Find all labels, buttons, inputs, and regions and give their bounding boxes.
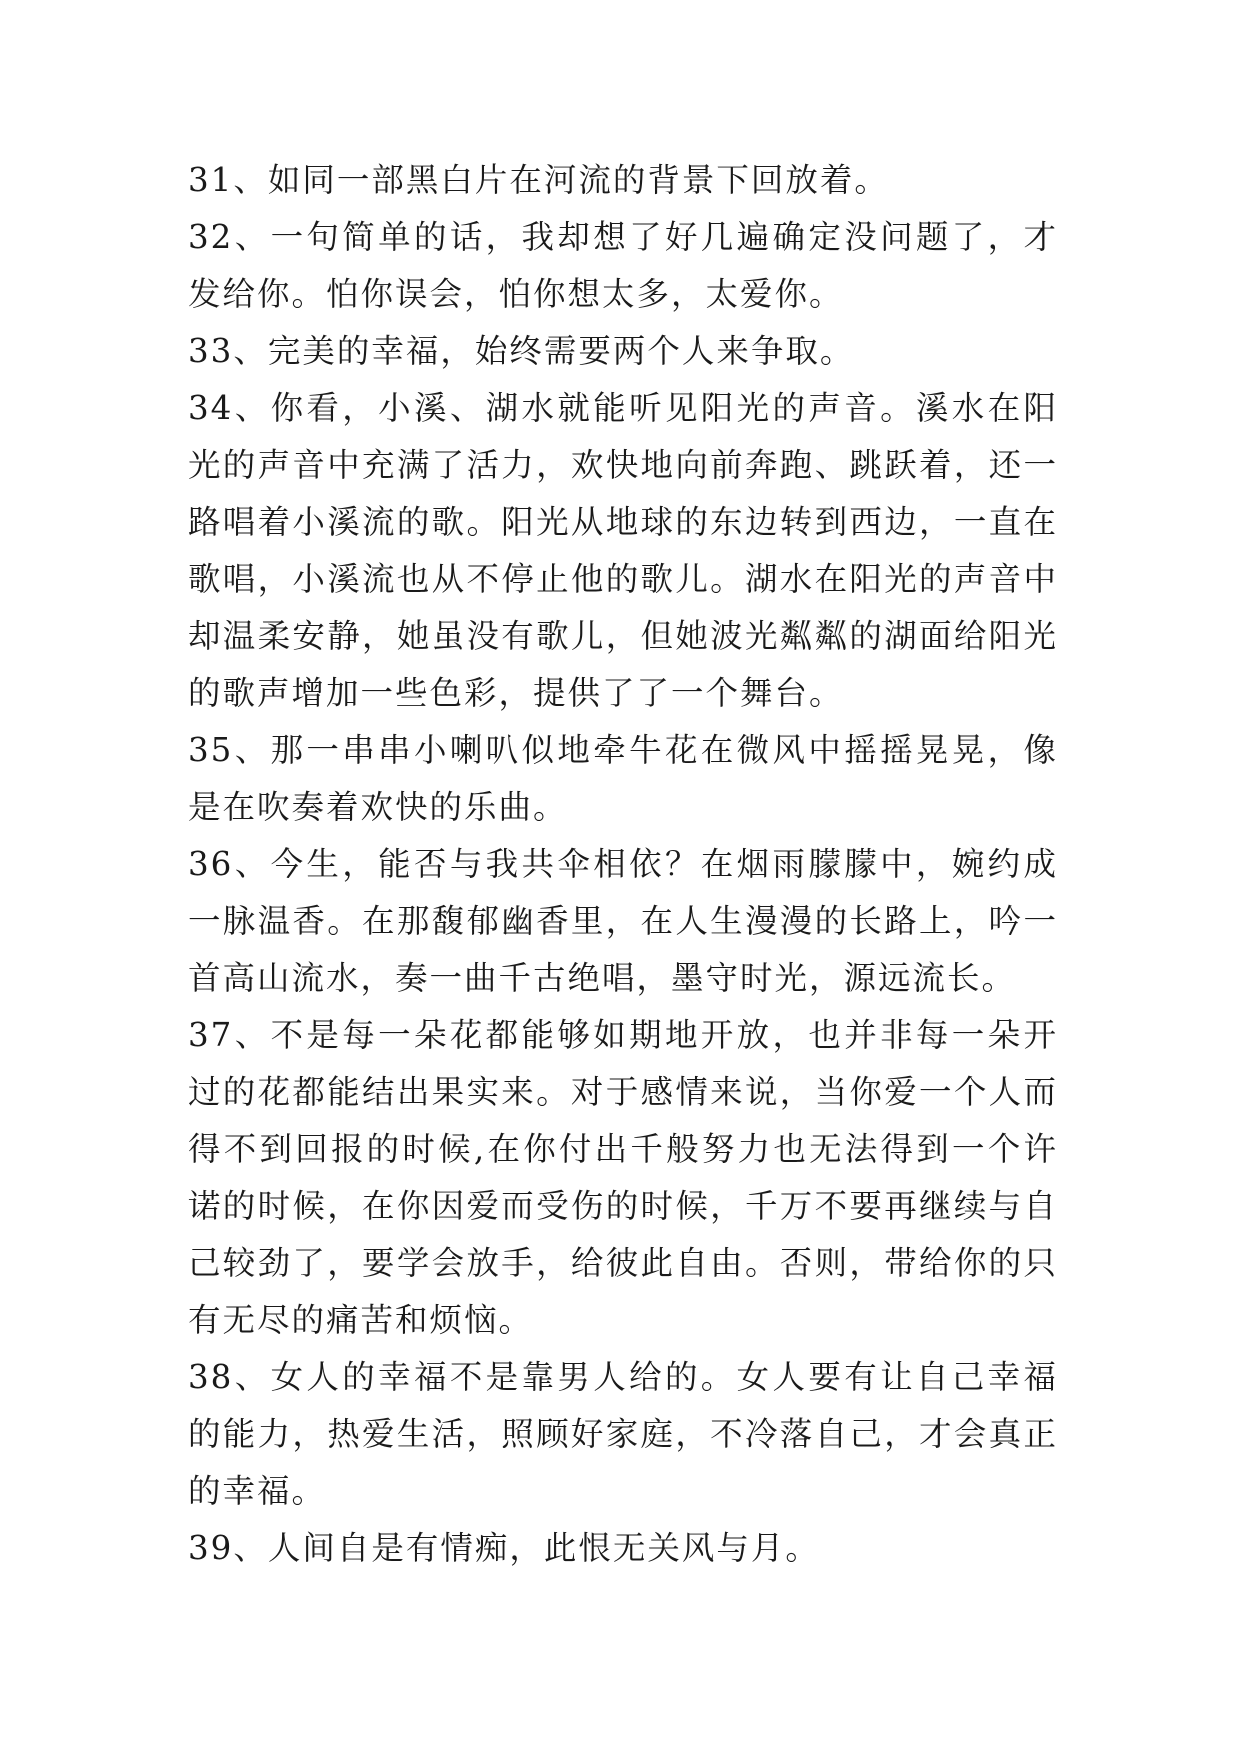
- paragraph-39: 39、人间自是有情痴，此恨无关风与月。: [188, 1529, 820, 1567]
- document-body: [188, 152, 1058, 1577]
- paragraph-36: 36、今生，能否与我共伞相依？在烟雨朦朦中，婉约成一脉温香。在那馥郁幽香里，在人生漫漫的长路上，吟一首高山流水，奏一曲千古绝唱，墨守时光，源远流长。: [188, 845, 1058, 997]
- paragraph-34: 34、你看，小溪、湖水就能听见阳光的声音。溪水在阳光的声音中充满了活力，欢快地向前奔跑、跳跃着，还一路唱着小溪流的歌。阳光从地球的东边转到西边，一直在歌唱，小溪流也从不停止他的歌儿。湖水在阳光的声音中却温柔安静，她虽没有歌儿，但她波光粼粼的湖面给阳光的歌声增加一些色彩，提供了了一个舞台。: [188, 389, 1058, 712]
- paragraph-33: 33、完美的幸福，始终需要两个人来争取。: [188, 332, 855, 370]
- paragraph-31: 31、如同一部黑白片在河流的背景下回放着。: [188, 161, 889, 199]
- paragraph-38: 38、女人的幸福不是靠男人给的。女人要有让自己幸福的能力，热爱生活，照顾好家庭，不冷落自己，才会真正的幸福。: [188, 1358, 1058, 1510]
- paragraph-35: 35、那一串串小喇叭似地牵牛花在微风中摇摇晃晃，像是在吹奏着欢快的乐曲。: [188, 731, 1058, 826]
- paragraph-37: 37、不是每一朵花都能够如期地开放，也并非每一朵开过的花都能结出果实来。对于感情来说，当你爱一个人而得不到回报的时候,在你付出千般努力也无法得到一个许诺的时候，在你因爱而受伤的时候，千万不要再继续与自己较劲了，要学会放手，给彼此自由。否则，带给你的只有无尽的痛苦和烦恼。: [188, 1016, 1058, 1339]
- paragraph-32: 32、一句简单的话，我却想了好几遍确定没问题了，才发给你。怕你误会，怕你想太多，太爱你。: [188, 218, 1058, 313]
